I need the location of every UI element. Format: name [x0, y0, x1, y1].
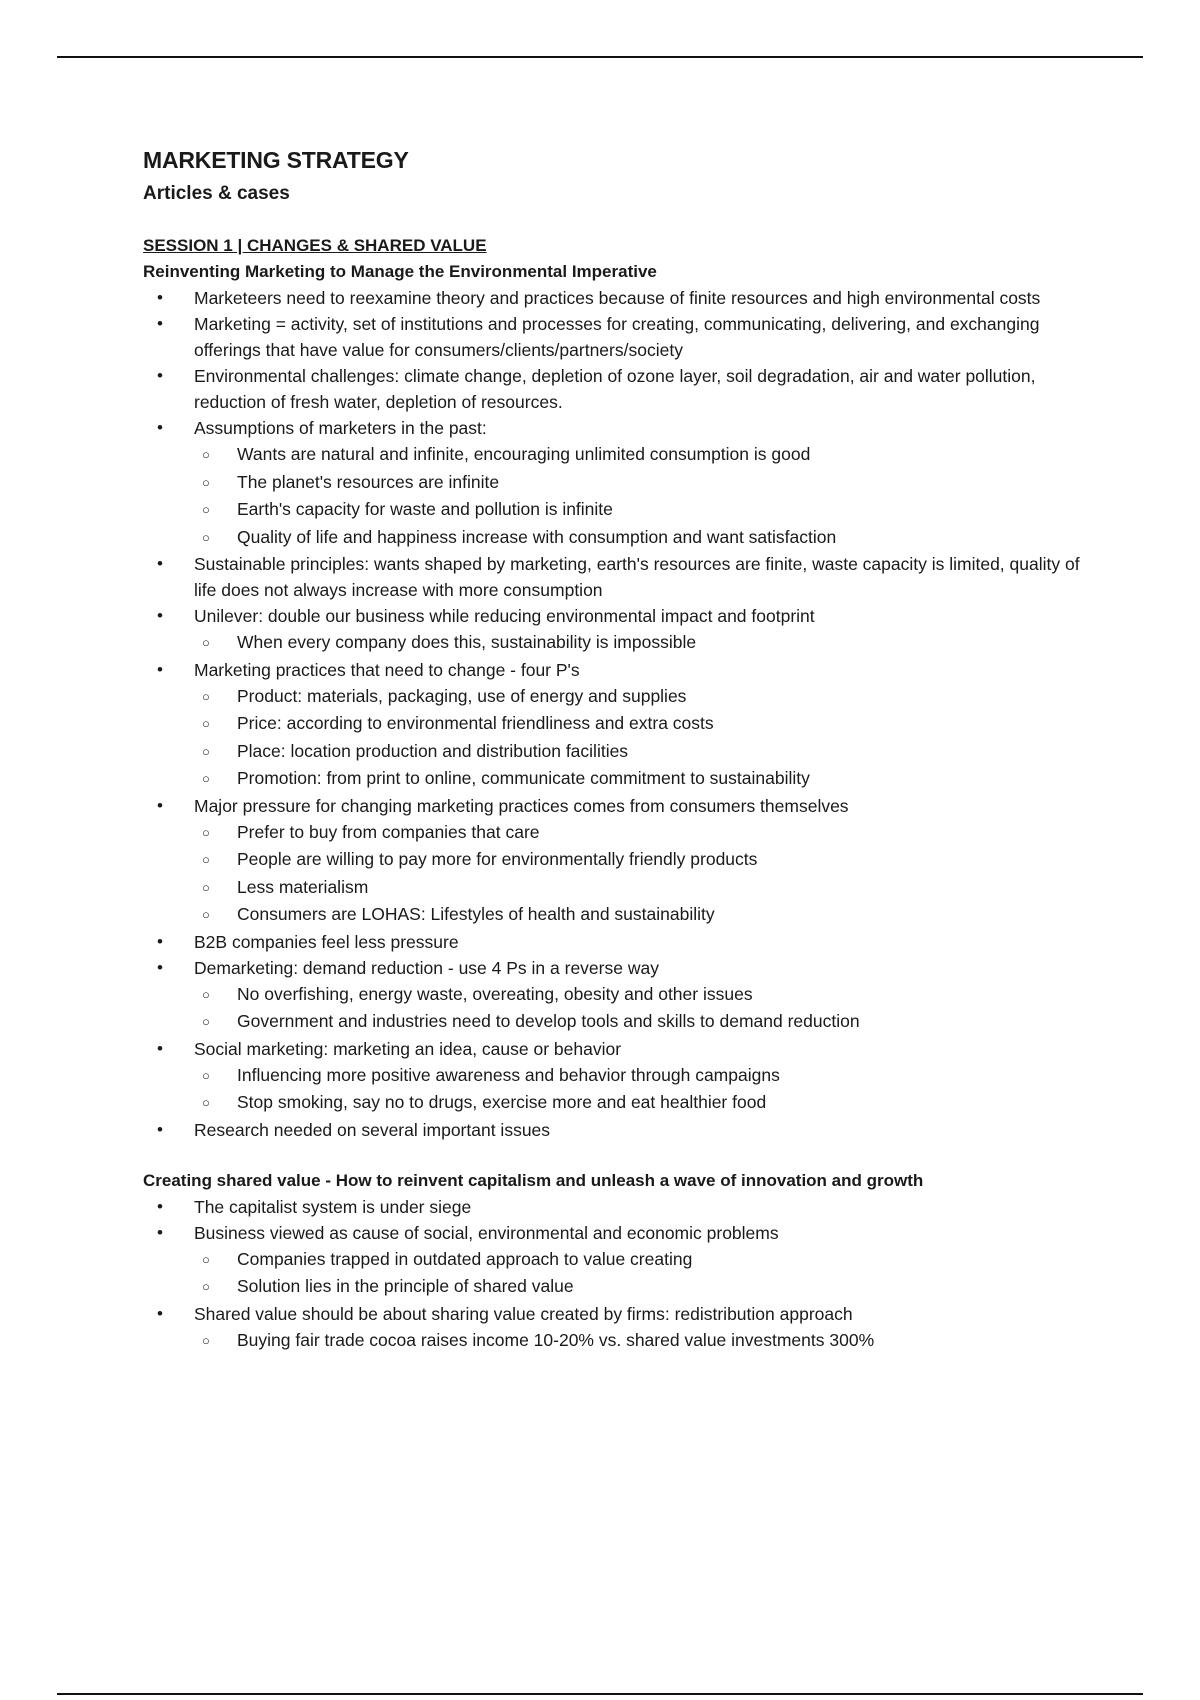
bullet-icon: •: [157, 659, 163, 679]
hollow-bullet-icon: ○: [202, 502, 210, 517]
sub-list-item: [194, 524, 1103, 552]
hollow-bullet-icon: ○: [202, 879, 210, 895]
sub-list-item-text: Companies trapped in outdated approach to value creating: [237, 1248, 693, 1269]
article-title-reinventing-marketing: Reinventing Marketing to Manage the Environmental Imperative: [143, 262, 657, 281]
bullet-icon: •: [157, 931, 163, 951]
sub-list-item: [194, 1327, 1103, 1355]
sub-list: [194, 441, 1103, 551]
bullet-icon: •: [157, 288, 163, 307]
sub-list-item: [194, 1246, 1103, 1274]
list-item: [143, 793, 1103, 929]
sub-list-item-text: Stop smoking, say no to drugs, exercise more and eat healthier food: [237, 1092, 767, 1112]
session-heading: SESSION 1 | CHANGES & SHARED VALUE: [143, 236, 487, 255]
list-item-text: Social marketing: marketing an idea, cause or behavior: [194, 1038, 622, 1059]
list-item-text: Shared value should be about sharing value created by firms: redistribution approach: [194, 1303, 853, 1324]
list-item-text: Demarketing: demand reduction - use 4 Ps in a reverse way: [194, 957, 659, 978]
hollow-bullet-icon: ○: [202, 907, 210, 922]
list-item-text: Environmental challenges: climate change, depletion of ozone layer, soil degradation, air and water pollution, reduction of fresh water, depletion of resources.: [194, 366, 1036, 412]
hollow-bullet-icon: ○: [202, 1332, 210, 1348]
list-item: [143, 415, 1103, 551]
list-item-text: Marketeers need to reexamine theory and practices because of finite resources and high environmental costs: [194, 288, 1041, 308]
hollow-bullet-icon: ○: [202, 447, 210, 462]
document-title: MARKETING STRATEGY: [143, 147, 409, 173]
sub-list-item-text: Wants are natural and infinite, encouraging unlimited consumption is good: [237, 444, 811, 464]
hollow-bullet-icon: ○: [202, 1014, 210, 1029]
hollow-bullet-icon: ○: [202, 1095, 210, 1110]
sub-list-item-text: Less materialism: [237, 876, 369, 897]
sub-list-item: [194, 629, 1103, 657]
article-2-bullet-list: [143, 1194, 1103, 1355]
document-subtitle: Articles & cases: [143, 183, 290, 204]
sub-list-item: [194, 901, 1103, 929]
sub-list-item: [194, 496, 1103, 524]
list-item-text: Unilever: double our business while reducing environmental impact and footprint: [194, 606, 815, 626]
sub-list: [194, 819, 1103, 929]
list-item: [143, 363, 1103, 415]
sub-list-item-text: Place: location production and distribution facilities: [237, 740, 629, 761]
footer-rule: [57, 1693, 1143, 1695]
sub-list-item: [194, 1008, 1103, 1036]
sub-list: [194, 1327, 1103, 1355]
sub-list-item: [194, 441, 1103, 469]
bullet-icon: •: [157, 314, 163, 333]
sub-list-item: [194, 874, 1103, 902]
sub-list-item: [194, 469, 1103, 497]
bullet-icon: •: [157, 554, 163, 573]
list-item: [143, 657, 1103, 793]
list-item: [143, 929, 1103, 955]
sub-list-item: [194, 1089, 1103, 1117]
sub-list-item-text: Buying fair trade cocoa raises income 10-20% vs. shared value investments 300%: [237, 1329, 875, 1350]
list-item: [143, 1220, 1103, 1301]
hollow-bullet-icon: ○: [202, 824, 210, 840]
sub-list-item-text: Government and industries need to develop tools and skills to demand reduction: [237, 1011, 860, 1031]
sub-list-item-text: When every company does this, sustainability is impossible: [237, 632, 697, 652]
list-item-text: B2B companies feel less pressure: [194, 931, 459, 952]
header-rule: [57, 56, 1143, 58]
list-item-text: Sustainable principles: wants shaped by marketing, earth's resources are finite, waste capacity is limited, quality of life does not always increase with more consumption: [194, 554, 1080, 600]
sub-list-item: [194, 683, 1103, 711]
list-item-text: Marketing practices that need to change - four P's: [194, 659, 580, 680]
list-item-text: Business viewed as cause of social, environmental and economic problems: [194, 1222, 779, 1243]
list-item-text: Major pressure for changing marketing practices comes from consumers themselves: [194, 795, 849, 816]
sub-list-item: [194, 819, 1103, 847]
bullet-icon: •: [157, 957, 163, 977]
sub-list-item-text: Consumers are LOHAS: Lifestyles of health and sustainability: [237, 904, 715, 924]
list-item: [143, 1194, 1103, 1220]
sub-list-item-text: Product: materials, packaging, use of energy and supplies: [237, 685, 687, 706]
hollow-bullet-icon: ○: [202, 852, 210, 867]
list-item: [143, 1301, 1103, 1355]
list-item: [143, 551, 1103, 603]
hollow-bullet-icon: ○: [202, 743, 210, 759]
hollow-bullet-icon: ○: [202, 1251, 210, 1267]
sub-list-item-text: Earth's capacity for waste and pollution is infinite: [237, 499, 613, 519]
sub-list-item-text: Promotion: from print to online, communicate commitment to sustainability: [237, 768, 810, 788]
sub-list-item: [194, 1273, 1103, 1301]
bullet-icon: •: [157, 1222, 163, 1242]
bullet-icon: •: [157, 1303, 163, 1323]
sub-list-item-text: Quality of life and happiness increase with consumption and want satisfaction: [237, 526, 837, 547]
sub-list-item-text: Influencing more positive awareness and behavior through campaigns: [237, 1064, 780, 1085]
hollow-bullet-icon: ○: [202, 986, 210, 1002]
list-item-text: Marketing = activity, set of institutions and processes for creating, communicating, delivering, and exchanging offerings that have value for consumers/clients/partners/society: [194, 314, 1040, 360]
sub-list-item-text: Solution lies in the principle of shared value: [237, 1276, 574, 1296]
sub-list: [194, 1246, 1103, 1301]
sub-list: [194, 981, 1103, 1036]
sub-list-item-text: Prefer to buy from companies that care: [237, 821, 540, 842]
article-title-creating-shared-value: Creating shared value - How to reinvent capitalism and unleash a wave of innovation and growth: [143, 1170, 924, 1190]
sub-list: [194, 1062, 1103, 1117]
sub-list-item-text: The planet's resources are infinite: [237, 471, 500, 492]
sub-list-item-text: People are willing to pay more for environmentally friendly products: [237, 849, 758, 869]
bullet-icon: •: [157, 1119, 163, 1139]
sub-list-item: [194, 1062, 1103, 1090]
sub-list: [194, 683, 1103, 793]
sub-list-item-text: Price: according to environmental friendliness and extra costs: [237, 713, 714, 733]
sub-list: [194, 629, 1103, 657]
bullet-icon: •: [157, 1038, 163, 1058]
document-body: [143, 144, 1103, 1354]
sub-list-item: [194, 765, 1103, 793]
hollow-bullet-icon: ○: [202, 1279, 210, 1294]
list-item: [143, 1117, 1103, 1143]
hollow-bullet-icon: ○: [202, 771, 210, 786]
hollow-bullet-icon: ○: [202, 474, 210, 490]
sub-list-item: [194, 846, 1103, 874]
bullet-icon: •: [157, 418, 163, 437]
list-item: [143, 311, 1103, 363]
hollow-bullet-icon: ○: [202, 635, 210, 650]
sub-list-item: [194, 710, 1103, 738]
list-item-text: Assumptions of marketers in the past:: [194, 418, 487, 438]
sub-list-item: [194, 738, 1103, 766]
list-item: [143, 603, 1103, 657]
sub-list-item: [194, 981, 1103, 1009]
bullet-icon: •: [157, 1196, 163, 1216]
list-item: [143, 955, 1103, 1036]
hollow-bullet-icon: ○: [202, 1067, 210, 1083]
list-item: [143, 1036, 1103, 1117]
list-item-text: Research needed on several important issues: [194, 1119, 551, 1140]
hollow-bullet-icon: ○: [202, 716, 210, 731]
hollow-bullet-icon: ○: [202, 529, 210, 545]
bullet-icon: •: [157, 606, 163, 625]
hollow-bullet-icon: ○: [202, 688, 210, 704]
sub-list-item-text: No overfishing, energy waste, overeating, obesity and other issues: [237, 983, 753, 1004]
list-item-text: The capitalist system is under siege: [194, 1196, 472, 1217]
list-item: [143, 285, 1103, 311]
bullet-icon: •: [157, 366, 163, 385]
article-1-bullet-list: [143, 285, 1103, 1143]
bullet-icon: •: [157, 795, 163, 815]
